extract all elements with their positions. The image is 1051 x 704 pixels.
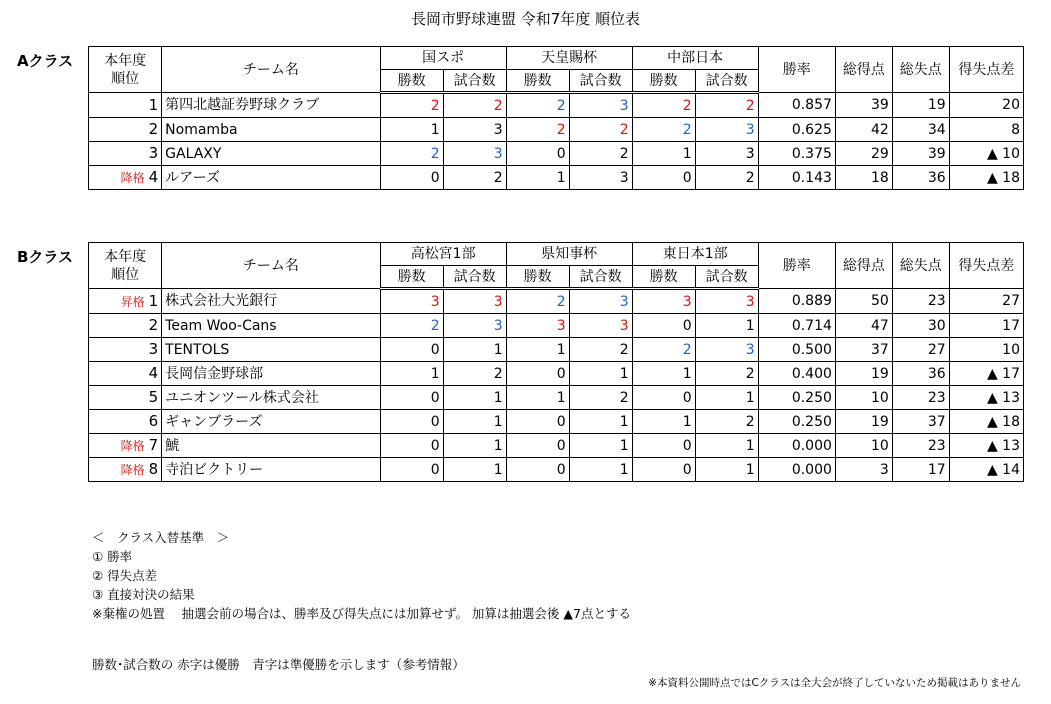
games-cell: 3 — [443, 118, 506, 142]
wins-cell: 0 — [380, 434, 443, 458]
criteria-line-1: ① 勝率 — [92, 549, 133, 564]
games-cell: 1 — [443, 386, 506, 410]
win-rate-cell: 0.857 — [758, 93, 835, 118]
runs-for-cell: 10 — [835, 386, 892, 410]
runs-against-cell: 34 — [892, 118, 949, 142]
games-subheader: 試合数 — [443, 70, 506, 93]
runs-for-cell: 18 — [835, 166, 892, 190]
wins-cell: 2 — [380, 142, 443, 166]
runs-for-cell: 19 — [835, 410, 892, 434]
tournament-header: 天皇賜杯 — [506, 47, 632, 70]
rank-number: 1 — [148, 95, 159, 114]
table-row — [89, 118, 1024, 142]
games-cell: 3 — [695, 289, 758, 314]
team-name: ユニオンツール株式会社 — [162, 386, 380, 410]
runs-against-header: 総失点 — [892, 47, 949, 93]
wins-cell: 0 — [632, 434, 695, 458]
wins-cell: 2 — [506, 289, 569, 314]
table-row — [89, 93, 1024, 118]
games-cell: 1 — [443, 410, 506, 434]
wins-cell: 0 — [506, 434, 569, 458]
rank-number: 3 — [148, 144, 159, 162]
win-rate-cell: 0.250 — [758, 410, 835, 434]
run-diff-cell: ▲ 13 — [949, 386, 1023, 410]
run-diff-cell: ▲ 13 — [949, 434, 1023, 458]
wins-cell: 1 — [380, 118, 443, 142]
win-rate-header: 勝率 — [758, 243, 835, 289]
run-diff-cell: 8 — [949, 118, 1023, 142]
team-name: ルアーズ — [162, 166, 381, 190]
run-diff-header: 得失点差 — [949, 47, 1023, 93]
games-cell: 2 — [695, 93, 758, 118]
wins-cell: 0 — [632, 386, 695, 410]
rank-header — [89, 47, 162, 93]
runs-for-cell: 19 — [835, 362, 892, 386]
team-name: 寺泊ビクトリー — [162, 458, 380, 482]
run-diff-cell: 17 — [949, 314, 1023, 338]
games-subheader: 試合数 — [569, 70, 632, 93]
wins-cell: 0 — [632, 314, 695, 338]
runs-against-cell: 23 — [892, 434, 949, 458]
rank-number: 2 — [148, 316, 159, 334]
table-row — [89, 434, 1024, 458]
rank-cell — [89, 338, 162, 362]
page-title: 長岡市野球連盟 令和7年度 順位表 — [410, 10, 641, 28]
games-cell: 2 — [695, 166, 758, 190]
team-name: Team Woo-Cans — [162, 314, 380, 338]
team-name: TENTOLS — [162, 338, 380, 362]
games-cell: 1 — [569, 410, 632, 434]
win-rate-header: 勝率 — [758, 47, 835, 93]
criteria-line-2: ② 得失点差 — [92, 568, 158, 583]
wins-cell: 1 — [506, 338, 569, 362]
runs-for-cell: 37 — [835, 338, 892, 362]
wins-cell: 2 — [506, 93, 569, 118]
wins-subheader: 勝数 — [632, 266, 695, 289]
runs-for-cell: 47 — [835, 314, 892, 338]
games-cell: 1 — [569, 434, 632, 458]
rank-number: 4 — [148, 364, 159, 382]
win-rate-cell: 0.889 — [758, 289, 835, 314]
games-cell: 1 — [695, 314, 758, 338]
wins-cell: 3 — [632, 289, 695, 314]
rank-number: 8 — [148, 460, 159, 478]
rank-header-label: 順位 — [111, 266, 140, 283]
rank-number: 3 — [148, 340, 159, 358]
wins-cell: 3 — [506, 314, 569, 338]
games-cell: 3 — [569, 289, 632, 314]
wins-cell: 0 — [632, 166, 695, 190]
runs-for-cell: 50 — [835, 289, 892, 314]
tournament-header: 中部日本 — [632, 47, 758, 70]
rank-number: 4 — [148, 168, 159, 186]
promotion-badge: 降格 — [120, 439, 145, 453]
run-diff-cell: ▲ 18 — [949, 410, 1023, 434]
rank-cell — [89, 166, 162, 190]
runs-for-header: 総得点 — [835, 47, 892, 93]
wins-cell: 1 — [380, 362, 443, 386]
wins-cell: 0 — [380, 386, 443, 410]
rank-number: 7 — [148, 436, 159, 454]
table-row — [89, 338, 1024, 362]
games-cell: 1 — [695, 386, 758, 410]
games-subheader: 試合数 — [569, 266, 632, 289]
rank-cell — [89, 289, 162, 314]
wins-cell: 1 — [632, 362, 695, 386]
games-cell: 2 — [569, 386, 632, 410]
table-row — [89, 386, 1024, 410]
header-row — [89, 243, 1024, 266]
runs-against-header: 総失点 — [892, 243, 949, 289]
rank-header-year: 本年度 — [104, 248, 147, 265]
rank-cell — [89, 142, 162, 166]
rank-number: 2 — [148, 120, 159, 138]
win-rate-cell: 0.625 — [758, 118, 835, 142]
wins-subheader: 勝数 — [380, 70, 443, 93]
team-header: チーム名 — [162, 243, 380, 289]
rank-cell — [89, 434, 162, 458]
header-row — [89, 47, 1024, 70]
table-row — [89, 458, 1024, 482]
games-cell: 3 — [569, 166, 632, 190]
wins-cell: 2 — [506, 118, 569, 142]
wins-cell: 0 — [380, 166, 443, 190]
wins-cell: 0 — [506, 362, 569, 386]
run-diff-cell: 27 — [949, 289, 1023, 314]
forfeit-note: ※棄権の処置 抽選会前の場合は、勝率及び得失点には加算せず。 加算は抽選会後 ▲7点とする — [92, 606, 631, 621]
rank-header — [89, 243, 162, 289]
rank-cell — [89, 386, 162, 410]
games-cell: 1 — [443, 434, 506, 458]
win-rate-cell: 0.714 — [758, 314, 835, 338]
wins-cell: 2 — [632, 338, 695, 362]
table-row — [89, 410, 1024, 434]
rank-cell — [89, 93, 162, 118]
games-cell: 1 — [695, 434, 758, 458]
win-rate-cell: 0.500 — [758, 338, 835, 362]
runs-for-cell: 42 — [835, 118, 892, 142]
team-name: Nomamba — [162, 118, 381, 142]
table-row — [89, 166, 1024, 190]
criteria-notes — [92, 528, 631, 623]
tournament-header: 高松宮1部 — [380, 243, 506, 266]
runs-against-cell: 39 — [892, 142, 949, 166]
runs-for-header: 総得点 — [835, 243, 892, 289]
rank-cell — [89, 410, 162, 434]
table-row — [89, 362, 1024, 386]
criteria-line-3: ③ 直接対決の結果 — [92, 587, 195, 602]
win-rate-cell: 0.250 — [758, 386, 835, 410]
promotion-badge: 降格 — [120, 463, 145, 477]
team-header: チーム名 — [162, 47, 381, 93]
games-cell: 3 — [443, 289, 506, 314]
rank-cell — [89, 362, 162, 386]
wins-cell: 0 — [506, 458, 569, 482]
run-diff-cell: ▲ 14 — [949, 458, 1023, 482]
wins-cell: 2 — [380, 314, 443, 338]
wins-subheader: 勝数 — [380, 266, 443, 289]
games-cell: 2 — [695, 410, 758, 434]
games-cell: 3 — [443, 142, 506, 166]
games-cell: 2 — [695, 362, 758, 386]
rank-cell — [89, 458, 162, 482]
team-name: 長岡信金野球部 — [162, 362, 380, 386]
wins-cell: 3 — [380, 289, 443, 314]
table-row — [89, 289, 1024, 314]
games-cell: 2 — [443, 362, 506, 386]
wins-subheader: 勝数 — [506, 266, 569, 289]
win-rate-cell: 0.143 — [758, 166, 835, 190]
wins-cell: 1 — [632, 142, 695, 166]
games-cell: 2 — [443, 166, 506, 190]
games-cell: 3 — [695, 142, 758, 166]
runs-against-cell: 36 — [892, 166, 949, 190]
tournament-header: 国スポ — [380, 47, 506, 70]
games-cell: 1 — [695, 458, 758, 482]
runs-against-cell: 19 — [892, 93, 949, 118]
runs-for-cell: 29 — [835, 142, 892, 166]
runs-against-cell: 27 — [892, 338, 949, 362]
team-name: 鯱 — [162, 434, 380, 458]
rank-number: 1 — [148, 291, 159, 310]
wins-cell: 1 — [632, 410, 695, 434]
rank-number: 6 — [148, 412, 159, 430]
runs-for-cell: 39 — [835, 93, 892, 118]
table-row — [89, 142, 1024, 166]
wins-cell: 0 — [380, 410, 443, 434]
rank-cell — [89, 118, 162, 142]
class-b-label: Bクラス — [17, 248, 73, 266]
wins-cell: 0 — [380, 458, 443, 482]
wins-subheader: 勝数 — [506, 70, 569, 93]
runs-against-cell: 37 — [892, 410, 949, 434]
table-row — [89, 314, 1024, 338]
games-cell: 1 — [569, 458, 632, 482]
games-cell: 2 — [443, 93, 506, 118]
run-diff-cell: ▲ 17 — [949, 362, 1023, 386]
tournament-header: 東日本1部 — [632, 243, 758, 266]
promotion-badge: 昇格 — [120, 294, 145, 309]
team-name: 第四北越証券野球クラブ — [162, 93, 381, 118]
wins-cell: 2 — [632, 118, 695, 142]
win-rate-cell: 0.000 — [758, 434, 835, 458]
promotion-badge: 降格 — [120, 171, 145, 185]
games-cell: 2 — [569, 142, 632, 166]
games-cell: 1 — [569, 362, 632, 386]
class-b-standings-table — [88, 242, 1024, 482]
criteria-title: ＜ クラス入替基準 ＞ — [92, 530, 230, 545]
run-diff-cell: ▲ 18 — [949, 166, 1023, 190]
run-diff-cell: 10 — [949, 338, 1023, 362]
wins-cell: 1 — [506, 166, 569, 190]
tournament-header: 県知事杯 — [506, 243, 632, 266]
wins-cell: 0 — [632, 458, 695, 482]
rank-cell — [89, 314, 162, 338]
team-name: GALAXY — [162, 142, 381, 166]
wins-cell: 1 — [506, 386, 569, 410]
runs-for-cell: 3 — [835, 458, 892, 482]
runs-against-cell: 23 — [892, 386, 949, 410]
runs-for-cell: 10 — [835, 434, 892, 458]
win-rate-cell: 0.400 — [758, 362, 835, 386]
runs-against-cell: 36 — [892, 362, 949, 386]
class-a-label: Aクラス — [17, 52, 74, 70]
games-cell: 3 — [443, 314, 506, 338]
run-diff-cell: 20 — [949, 93, 1023, 118]
runs-against-cell: 17 — [892, 458, 949, 482]
wins-subheader: 勝数 — [632, 70, 695, 93]
games-cell: 3 — [695, 118, 758, 142]
games-cell: 3 — [569, 93, 632, 118]
games-subheader: 試合数 — [443, 266, 506, 289]
wins-cell: 0 — [506, 142, 569, 166]
win-rate-cell: 0.375 — [758, 142, 835, 166]
games-cell: 2 — [569, 118, 632, 142]
footnote: ※本資料公開時点ではCクラスは全大会が終了していないため掲載はありません — [648, 677, 1021, 689]
wins-cell: 0 — [506, 410, 569, 434]
rank-number: 5 — [148, 388, 159, 406]
class-a-standings-table — [88, 46, 1024, 190]
games-cell: 2 — [569, 338, 632, 362]
games-cell: 1 — [443, 338, 506, 362]
team-name: ギャンブラーズ — [162, 410, 380, 434]
run-diff-header: 得失点差 — [949, 243, 1023, 289]
games-cell: 3 — [569, 314, 632, 338]
rank-header-label: 順位 — [111, 70, 140, 87]
games-cell: 3 — [695, 338, 758, 362]
win-rate-cell: 0.000 — [758, 458, 835, 482]
run-diff-cell: ▲ 10 — [949, 142, 1023, 166]
color-legend-note: 勝数･試合数の 赤字は優勝 青字は準優勝を示します（参考情報） — [92, 657, 465, 672]
wins-cell: 2 — [632, 93, 695, 118]
rank-header-year: 本年度 — [104, 52, 147, 69]
runs-against-cell: 23 — [892, 289, 949, 314]
runs-against-cell: 30 — [892, 314, 949, 338]
wins-cell: 0 — [380, 338, 443, 362]
wins-cell: 2 — [380, 93, 443, 118]
team-name: 株式会社大光銀行 — [162, 289, 380, 314]
games-subheader: 試合数 — [695, 266, 758, 289]
games-cell: 1 — [443, 458, 506, 482]
games-subheader: 試合数 — [695, 70, 758, 93]
